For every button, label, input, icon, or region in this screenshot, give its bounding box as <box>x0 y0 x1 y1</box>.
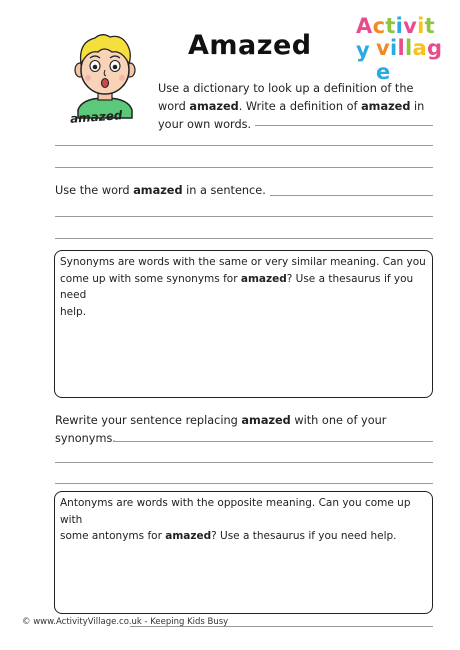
synonyms-line-2 <box>60 271 430 304</box>
footer-divider <box>130 626 433 627</box>
text: with one of your <box>290 414 387 427</box>
activity-village-logo <box>350 14 445 84</box>
logo-letter: l <box>405 36 413 60</box>
bold-word: amazed <box>189 100 239 113</box>
bold-word: amazed <box>240 272 287 285</box>
logo-letter: i <box>417 14 425 38</box>
synonyms-line-3: help. <box>60 305 87 318</box>
logo-letter: v <box>403 14 418 38</box>
bold-word: amazed <box>361 100 411 113</box>
text: in a sentence. <box>182 184 266 197</box>
logo-letter: t <box>385 14 396 38</box>
illustration-caption: amazed <box>69 108 123 126</box>
bold-word: amazed <box>133 184 183 197</box>
logo-letter: v <box>376 36 390 60</box>
answer-line[interactable] <box>113 441 433 442</box>
logo-letter: i <box>390 36 398 60</box>
logo-letter: a <box>412 36 427 60</box>
definition-line-3: your own words. <box>158 118 252 131</box>
synonyms-line-1: Synonyms are words with the same or very similar meaning. Can you <box>60 256 426 268</box>
answer-line[interactable] <box>55 167 433 168</box>
answer-line[interactable] <box>255 125 433 126</box>
answer-line[interactable] <box>55 462 433 463</box>
bold-word: amazed <box>165 530 212 542</box>
logo-letter: A <box>356 14 373 38</box>
page-title: Amazed <box>188 30 312 61</box>
rewrite-instructions <box>55 412 435 448</box>
text: . Write a definition of <box>238 100 362 113</box>
text: ? Use a thesaurus if you need help. <box>211 530 397 542</box>
bold-word: amazed <box>241 414 291 427</box>
sentence-instructions <box>55 182 266 200</box>
rewrite-line-1 <box>55 412 435 430</box>
text: Use the word <box>55 184 134 197</box>
answer-line[interactable] <box>55 145 433 146</box>
footer-copyright: © www.ActivityVillage.co.uk - Keeping Kids Busy <box>22 617 229 627</box>
rewrite-line-2: synonyms. <box>55 432 116 445</box>
text: Rewrite your sentence replacing <box>55 414 242 427</box>
definition-line-2 <box>158 98 438 116</box>
logo-letter: g <box>426 36 443 60</box>
text: word <box>158 100 190 113</box>
logo-letter: y <box>356 38 370 62</box>
antonyms-line-1: Antonyms are words with the opposite meaning. Can you come up with <box>60 497 411 526</box>
text: some antonyms for <box>60 530 166 542</box>
logo-letter: t <box>424 14 435 38</box>
logo-letter: c <box>372 14 386 38</box>
answer-line[interactable] <box>270 195 433 196</box>
answer-line[interactable] <box>55 238 433 239</box>
text: ? Use a thesaurus if you need <box>60 272 414 301</box>
answer-line[interactable] <box>55 483 433 484</box>
logo-line-2 <box>376 36 445 84</box>
logo-letter: l <box>397 36 405 60</box>
text: in <box>410 100 425 113</box>
synonyms-instructions <box>60 254 430 320</box>
logo-letter: e <box>376 60 391 84</box>
answer-line[interactable] <box>55 216 433 217</box>
definition-line-1: Use a dictionary to look up a definition of the <box>158 82 414 95</box>
antonyms-line-2 <box>60 528 430 545</box>
text: come up with some synonyms for <box>60 272 241 285</box>
antonyms-instructions <box>60 495 430 545</box>
logo-letter: i <box>395 14 404 38</box>
